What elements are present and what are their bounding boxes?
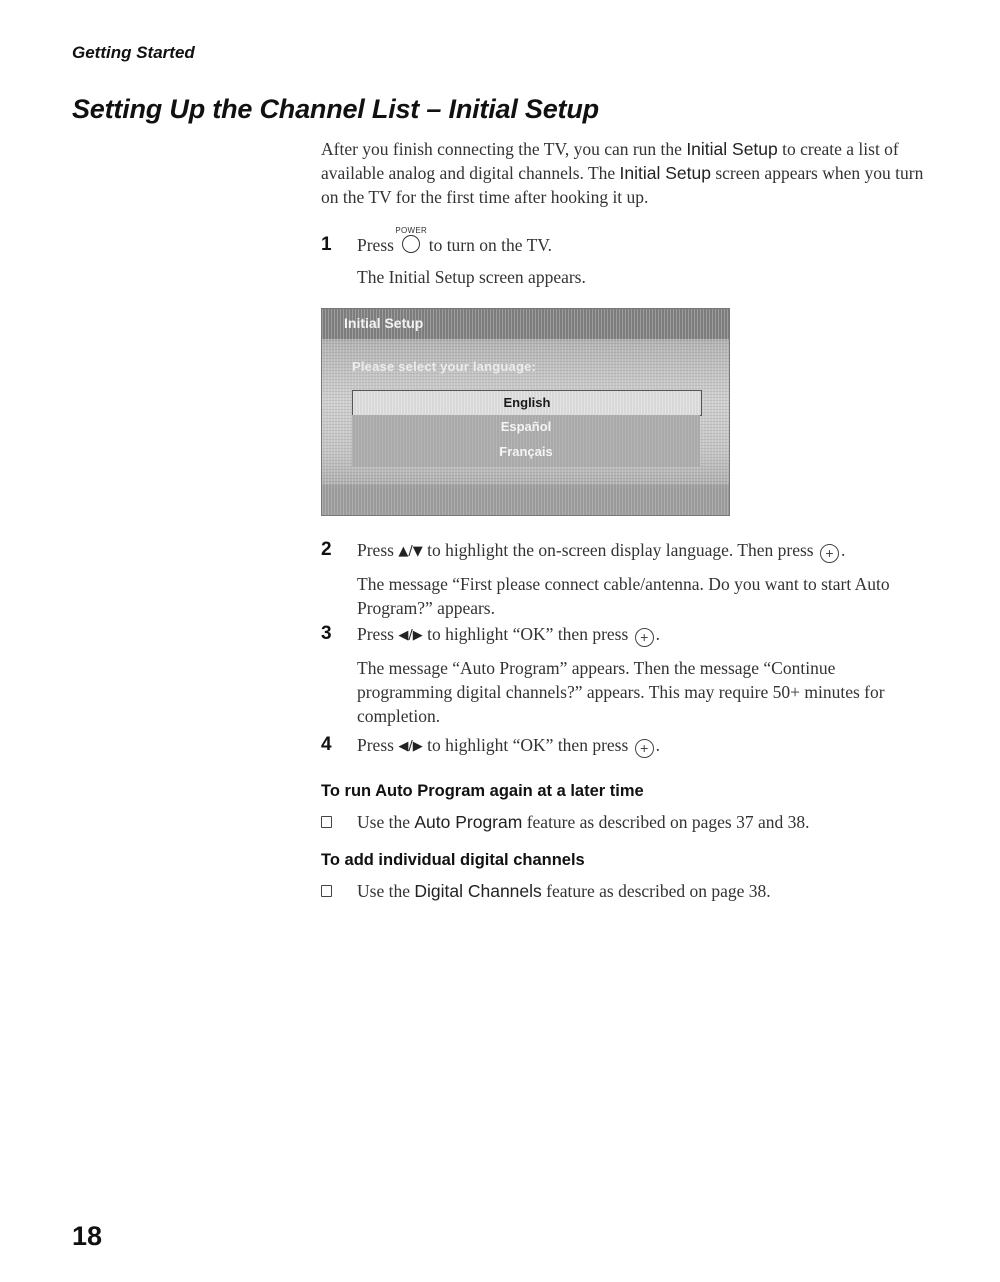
- step-text-pre: Press: [357, 235, 399, 255]
- step-instruction: [357, 733, 931, 759]
- auto-program-bullet: [321, 810, 931, 834]
- language-option-list: [352, 415, 700, 467]
- screen-prompt: Please select your language:: [352, 359, 537, 374]
- step-text-post: to turn on the TV.: [424, 235, 553, 255]
- bullet-text: Use the Auto Program feature as described on pages 37 and 38.: [357, 812, 810, 832]
- intro-term-initial-setup-2: Initial Setup: [619, 163, 711, 183]
- intro-paragraph: [321, 137, 931, 209]
- step-number: 3: [321, 623, 332, 644]
- checkbox-bullet-icon: [321, 816, 332, 828]
- step-text-end: .: [655, 735, 661, 755]
- left-right-arrows-icon: ◀/▶: [398, 739, 423, 754]
- step-number: 1: [321, 234, 332, 255]
- initial-setup-screen: [321, 308, 730, 516]
- bullet-text: Use the Digital Channels feature as described on page 38.: [357, 881, 771, 901]
- step-text-post: to highlight “OK” then press: [422, 624, 633, 644]
- power-label: POWER: [395, 226, 428, 235]
- digital-channels-bullet: [321, 879, 931, 903]
- enter-button-icon: +: [635, 628, 654, 647]
- left-right-arrows-icon: ◀/▶: [398, 628, 423, 643]
- language-option-english[interactable]: English: [503, 395, 551, 410]
- step-4: [321, 733, 931, 759]
- power-button-icon: [395, 226, 428, 254]
- intro-text-3: screen appears when you turn on the TV for the first time after hooking it up.: [321, 163, 924, 207]
- step-1: [321, 226, 931, 289]
- step-text-post: to highlight “OK” then press: [422, 735, 633, 755]
- enter-button-icon: +: [820, 544, 839, 563]
- screen-footer: [322, 485, 729, 515]
- page-title: Setting Up the Channel List – Initial Setup: [72, 94, 599, 124]
- step-result: The message “First please connect cable/antenna. Do you want to start Auto Program?” appears.: [357, 574, 890, 618]
- step-3: [321, 622, 931, 728]
- step-number: 2: [321, 539, 332, 560]
- screen-title: Initial Setup: [344, 315, 424, 331]
- step-text-post: to highlight the on-screen display language. Then press: [422, 540, 818, 560]
- step-2: [321, 538, 931, 620]
- auto-program-heading: To run Auto Program again at a later time: [321, 782, 644, 800]
- term-auto-program: Auto Program: [414, 812, 523, 832]
- language-option-selected[interactable]: [352, 390, 702, 416]
- step-result: The Initial Setup screen appears.: [357, 267, 586, 287]
- step-instruction: [357, 226, 931, 257]
- intro-text-2: to create a list of available analog and digital channels. The: [321, 139, 899, 183]
- step-text-pre: Press: [357, 540, 399, 560]
- step-text-end: .: [840, 540, 846, 560]
- intro-term-initial-setup: Initial Setup: [686, 139, 778, 159]
- intro-text-1: After you finish connecting the TV, you can run the: [321, 139, 687, 159]
- step-text-end: .: [655, 624, 661, 644]
- term-digital-channels: Digital Channels: [414, 881, 542, 901]
- language-option-espanol[interactable]: Español: [500, 419, 552, 434]
- page-number: 18: [72, 1221, 103, 1251]
- step-result: The message “Auto Program” appears. Then the message “Continue programming digital channels?” appears. This may require 50+ minutes for completion.: [357, 658, 885, 726]
- step-text-pre: Press: [357, 735, 399, 755]
- enter-button-icon: +: [635, 739, 654, 758]
- up-down-arrows-icon: ▲/▼: [398, 544, 423, 559]
- screen-header: [322, 309, 729, 339]
- section-label: Getting Started: [72, 43, 195, 62]
- checkbox-bullet-icon: [321, 885, 332, 897]
- digital-channels-heading: To add individual digital channels: [321, 851, 585, 869]
- language-option-francais[interactable]: Français: [499, 444, 553, 459]
- step-instruction: [357, 622, 931, 648]
- step-number: 4: [321, 734, 332, 755]
- step-instruction: [357, 538, 931, 564]
- step-text-pre: Press: [357, 624, 399, 644]
